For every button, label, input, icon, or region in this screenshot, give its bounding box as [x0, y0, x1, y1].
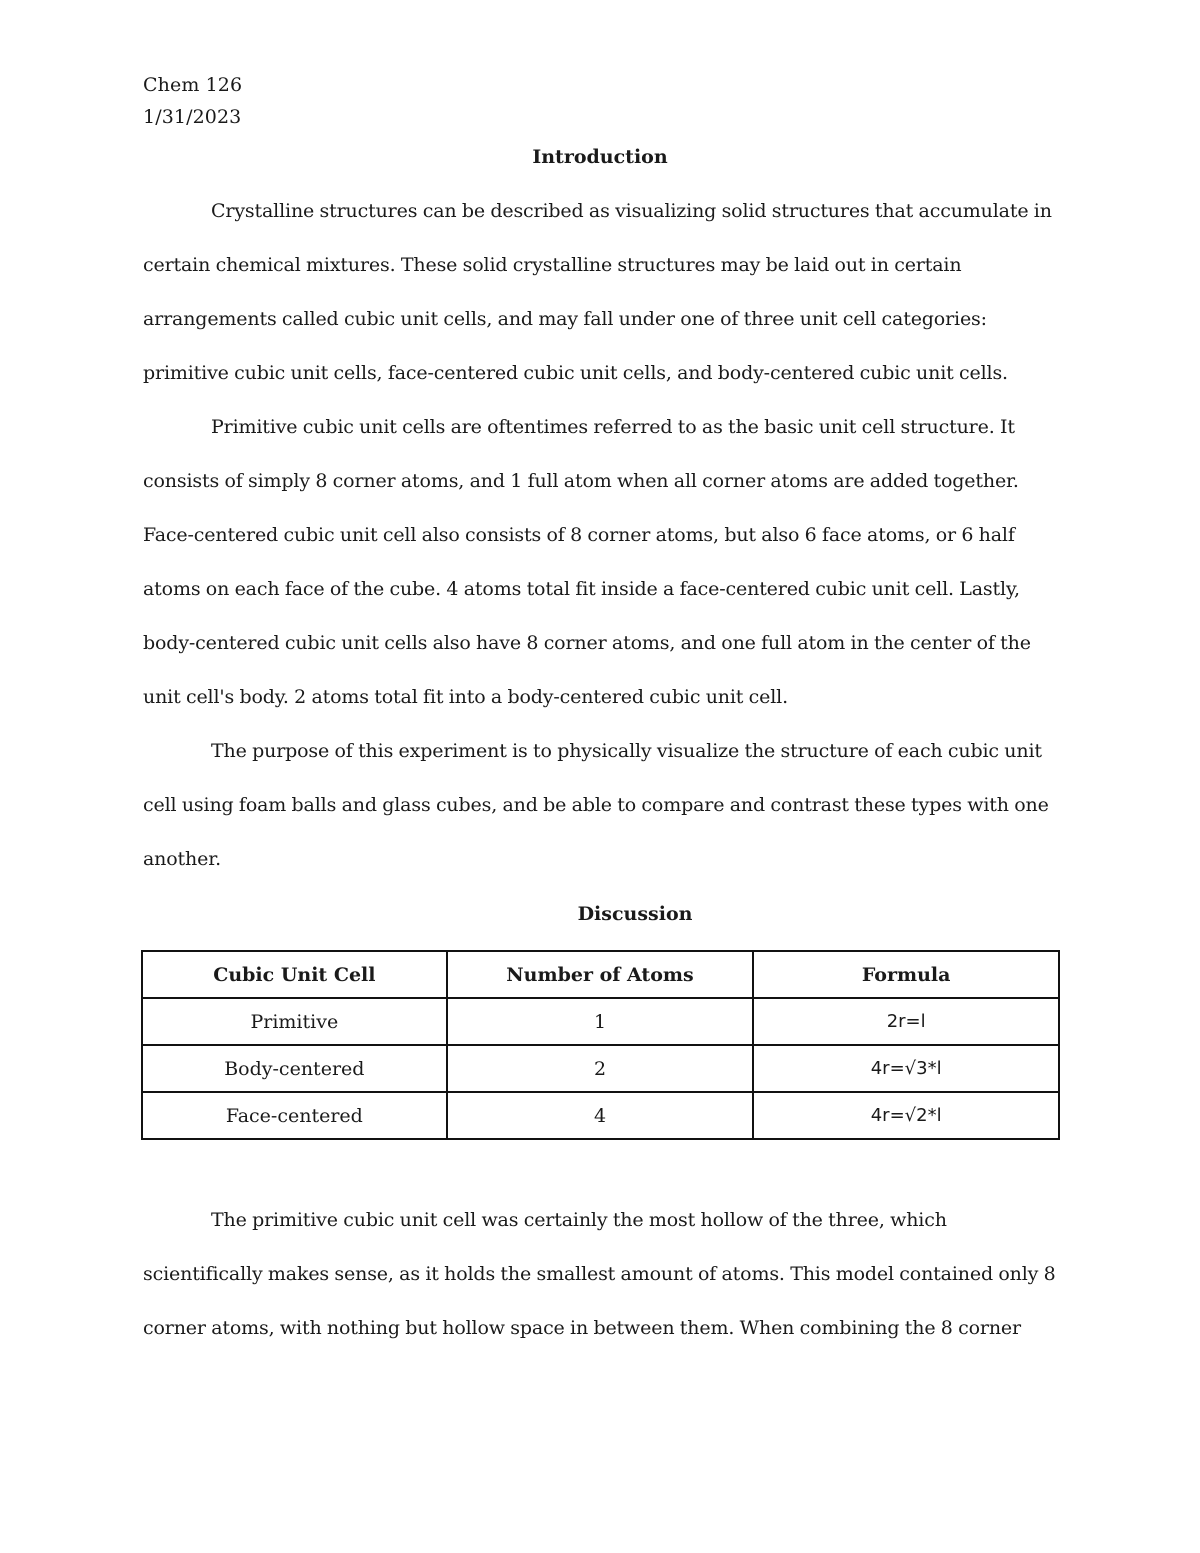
table-header-row	[142, 951, 1059, 998]
discussion-heading: Discussion	[577, 903, 693, 925]
header-number-of-atoms: Number of Atoms	[447, 951, 754, 998]
introduction-heading: Introduction	[532, 146, 668, 168]
intro-paragraph-1: Crystalline structures can be described as visualizing solid structures that accumulate in certain chemical mixtures. These solid crystalline structures may be laid out in certain arrangements called cubic unit cells, and may fall under one of three unit cell categories: primitive cubic unit cells, face-centered cubic unit cells, and body-centered cubic unit cells.	[143, 200, 1052, 384]
cell-formula: 4r=√2*l	[753, 1092, 1059, 1139]
discussion-paragraph-1: The primitive cubic unit cell was certainly the most hollow of the three, which scientifically makes sense, as it holds the smallest amount of atoms. This model contained only 8 corner atoms, with nothing but hollow space in between them. When combining the 8 corner	[143, 1209, 1056, 1339]
table-row	[142, 1045, 1059, 1092]
unit-cell-table	[141, 950, 1060, 1140]
cell-atoms: 1	[447, 998, 754, 1045]
date: 1/31/2023	[143, 106, 242, 128]
cell-atoms: 2	[447, 1045, 754, 1092]
cell-type: Face-centered	[142, 1092, 447, 1139]
table-row	[142, 1092, 1059, 1139]
cell-atoms: 4	[447, 1092, 754, 1139]
header-formula: Formula	[753, 951, 1059, 998]
intro-paragraph-3: The purpose of this experiment is to physically visualize the structure of each cubic unit cell using foam balls and glass cubes, and be able to compare and contrast these types with one another.	[143, 740, 1049, 870]
header-cubic-unit-cell: Cubic Unit Cell	[142, 951, 447, 998]
intro-paragraph-2: Primitive cubic unit cells are oftentimes referred to as the basic unit cell structure. It consists of simply 8 corner atoms, and 1 full atom when all corner atoms are added together. Face-centered cubic unit cell also consists of 8 corner atoms, but also 6 face atoms, or 6 half atoms on each face of the cube. 4 atoms total fit inside a face-centered cubic unit cell. Lastly, body-centered cubic unit cells also have 8 corner atoms, and one full atom in the center of the unit cell's body. 2 atoms total fit into a body-centered cubic unit cell.	[143, 416, 1031, 708]
cell-type: Body-centered	[142, 1045, 447, 1092]
cell-formula: 2r=l	[753, 998, 1059, 1045]
cell-formula: 4r=√3*l	[753, 1045, 1059, 1092]
course-name: Chem 126	[143, 74, 243, 96]
cell-type: Primitive	[142, 998, 447, 1045]
table-row	[142, 998, 1059, 1045]
